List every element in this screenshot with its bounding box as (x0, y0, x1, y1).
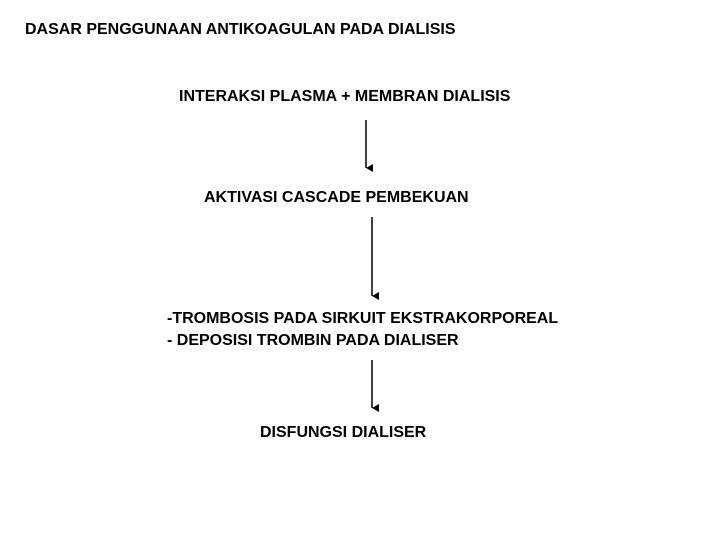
node-trombosis-line-2: - DEPOSISI TROMBIN PADA DIALISER (167, 332, 459, 349)
node-disfungsi-dialiser: DISFUNGSI DIALISER (260, 424, 427, 441)
node-interaksi-plasma: INTERAKSI PLASMA + MEMBRAN DIALISIS (179, 88, 511, 105)
node-trombosis-line-1: -TROMBOSIS PADA SIRKUIT EKSTRAKORPOREAL (167, 310, 559, 327)
node-aktivasi-cascade: AKTIVASI CASCADE PEMBEKUAN (204, 189, 469, 206)
diagram-title: DASAR PENGGUNAAN ANTIKOAGULAN PADA DIALISIS (25, 21, 456, 38)
